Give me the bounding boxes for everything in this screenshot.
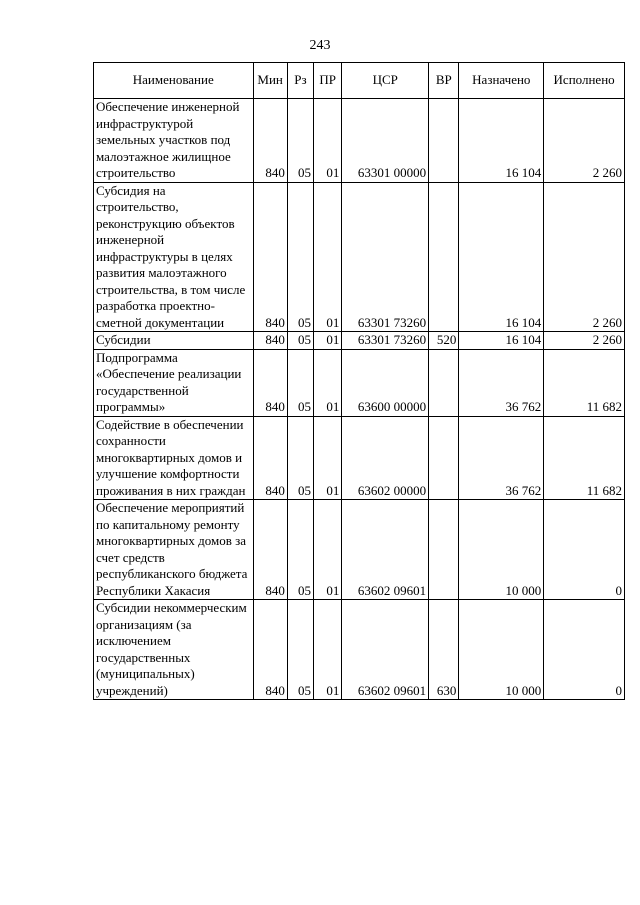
row-name: Подпрограмма «Обеспечение реализации государственной программы» xyxy=(94,349,254,416)
header-naznacheno: Назначено xyxy=(459,63,544,99)
header-rz: Рз xyxy=(287,63,313,99)
row-min: 840 xyxy=(253,416,287,500)
table-header-row xyxy=(94,63,625,99)
row-rz: 05 xyxy=(287,349,313,416)
table-row xyxy=(94,416,625,500)
row-vr xyxy=(429,182,459,332)
row-min: 840 xyxy=(253,349,287,416)
row-name: Субсидии xyxy=(94,332,254,350)
header-pr: ПР xyxy=(314,63,342,99)
row-naznacheno: 16 104 xyxy=(459,332,544,350)
row-ispolneno: 2 260 xyxy=(544,332,625,350)
row-csr: 63602 09601 xyxy=(342,500,429,600)
table-row xyxy=(94,332,625,350)
row-min: 840 xyxy=(253,182,287,332)
row-name: Субсидии некоммерческим организациям (за исключением государственных (муниципальных) учреждений) xyxy=(94,600,254,700)
header-vr: ВР xyxy=(429,63,459,99)
row-name: Обеспечение мероприятий по капитальному ремонту многоквартирных домов за счет средств республиканского бюджета Республики Хакасия xyxy=(94,500,254,600)
row-min: 840 xyxy=(253,99,287,183)
table-row xyxy=(94,600,625,700)
table-row xyxy=(94,349,625,416)
row-rz: 05 xyxy=(287,416,313,500)
row-rz: 05 xyxy=(287,600,313,700)
row-naznacheno: 36 762 xyxy=(459,349,544,416)
row-ispolneno: 2 260 xyxy=(544,182,625,332)
row-csr: 63301 73260 xyxy=(342,332,429,350)
row-naznacheno: 16 104 xyxy=(459,99,544,183)
row-csr: 63301 00000 xyxy=(342,99,429,183)
row-min: 840 xyxy=(253,600,287,700)
header-name: Наименование xyxy=(94,63,254,99)
row-pr: 01 xyxy=(314,182,342,332)
header-ispolneno: Исполнено xyxy=(544,63,625,99)
row-pr: 01 xyxy=(314,349,342,416)
row-name: Обеспечение инженерной инфраструктурой земельных участков под малоэтажное жилищное строительство xyxy=(94,99,254,183)
row-rz: 05 xyxy=(287,99,313,183)
row-vr xyxy=(429,416,459,500)
row-ispolneno: 11 682 xyxy=(544,349,625,416)
row-ispolneno: 2 260 xyxy=(544,99,625,183)
row-naznacheno: 36 762 xyxy=(459,416,544,500)
page-number: 243 xyxy=(309,38,331,53)
row-pr: 01 xyxy=(314,600,342,700)
table-row xyxy=(94,500,625,600)
row-name: Содействие в обеспечении сохранности многоквартирных домов и улучшение комфортности проживания в них граждан xyxy=(94,416,254,500)
row-min: 840 xyxy=(253,500,287,600)
row-ispolneno: 11 682 xyxy=(544,416,625,500)
row-vr xyxy=(429,349,459,416)
row-csr: 63301 73260 xyxy=(342,182,429,332)
budget-table xyxy=(93,62,625,700)
header-csr: ЦСР xyxy=(342,63,429,99)
header-min: Мин xyxy=(253,63,287,99)
row-vr: 520 xyxy=(429,332,459,350)
row-naznacheno: 16 104 xyxy=(459,182,544,332)
row-rz: 05 xyxy=(287,332,313,350)
row-pr: 01 xyxy=(314,500,342,600)
row-ispolneno: 0 xyxy=(544,500,625,600)
row-name: Субсидия на строительство, реконструкцию объектов инженерной инфраструктуры в целях развития малоэтажного строительства, в том числе разработка проектно-сметной документации xyxy=(94,182,254,332)
table-row xyxy=(94,99,625,183)
table-row xyxy=(94,182,625,332)
row-csr: 63602 09601 xyxy=(342,600,429,700)
row-vr: 630 xyxy=(429,600,459,700)
row-rz: 05 xyxy=(287,182,313,332)
row-naznacheno: 10 000 xyxy=(459,500,544,600)
row-pr: 01 xyxy=(314,332,342,350)
row-pr: 01 xyxy=(314,99,342,183)
row-naznacheno: 10 000 xyxy=(459,600,544,700)
row-vr xyxy=(429,99,459,183)
row-min: 840 xyxy=(253,332,287,350)
row-csr: 63600 00000 xyxy=(342,349,429,416)
row-rz: 05 xyxy=(287,500,313,600)
row-pr: 01 xyxy=(314,416,342,500)
row-vr xyxy=(429,500,459,600)
row-csr: 63602 00000 xyxy=(342,416,429,500)
row-ispolneno: 0 xyxy=(544,600,625,700)
